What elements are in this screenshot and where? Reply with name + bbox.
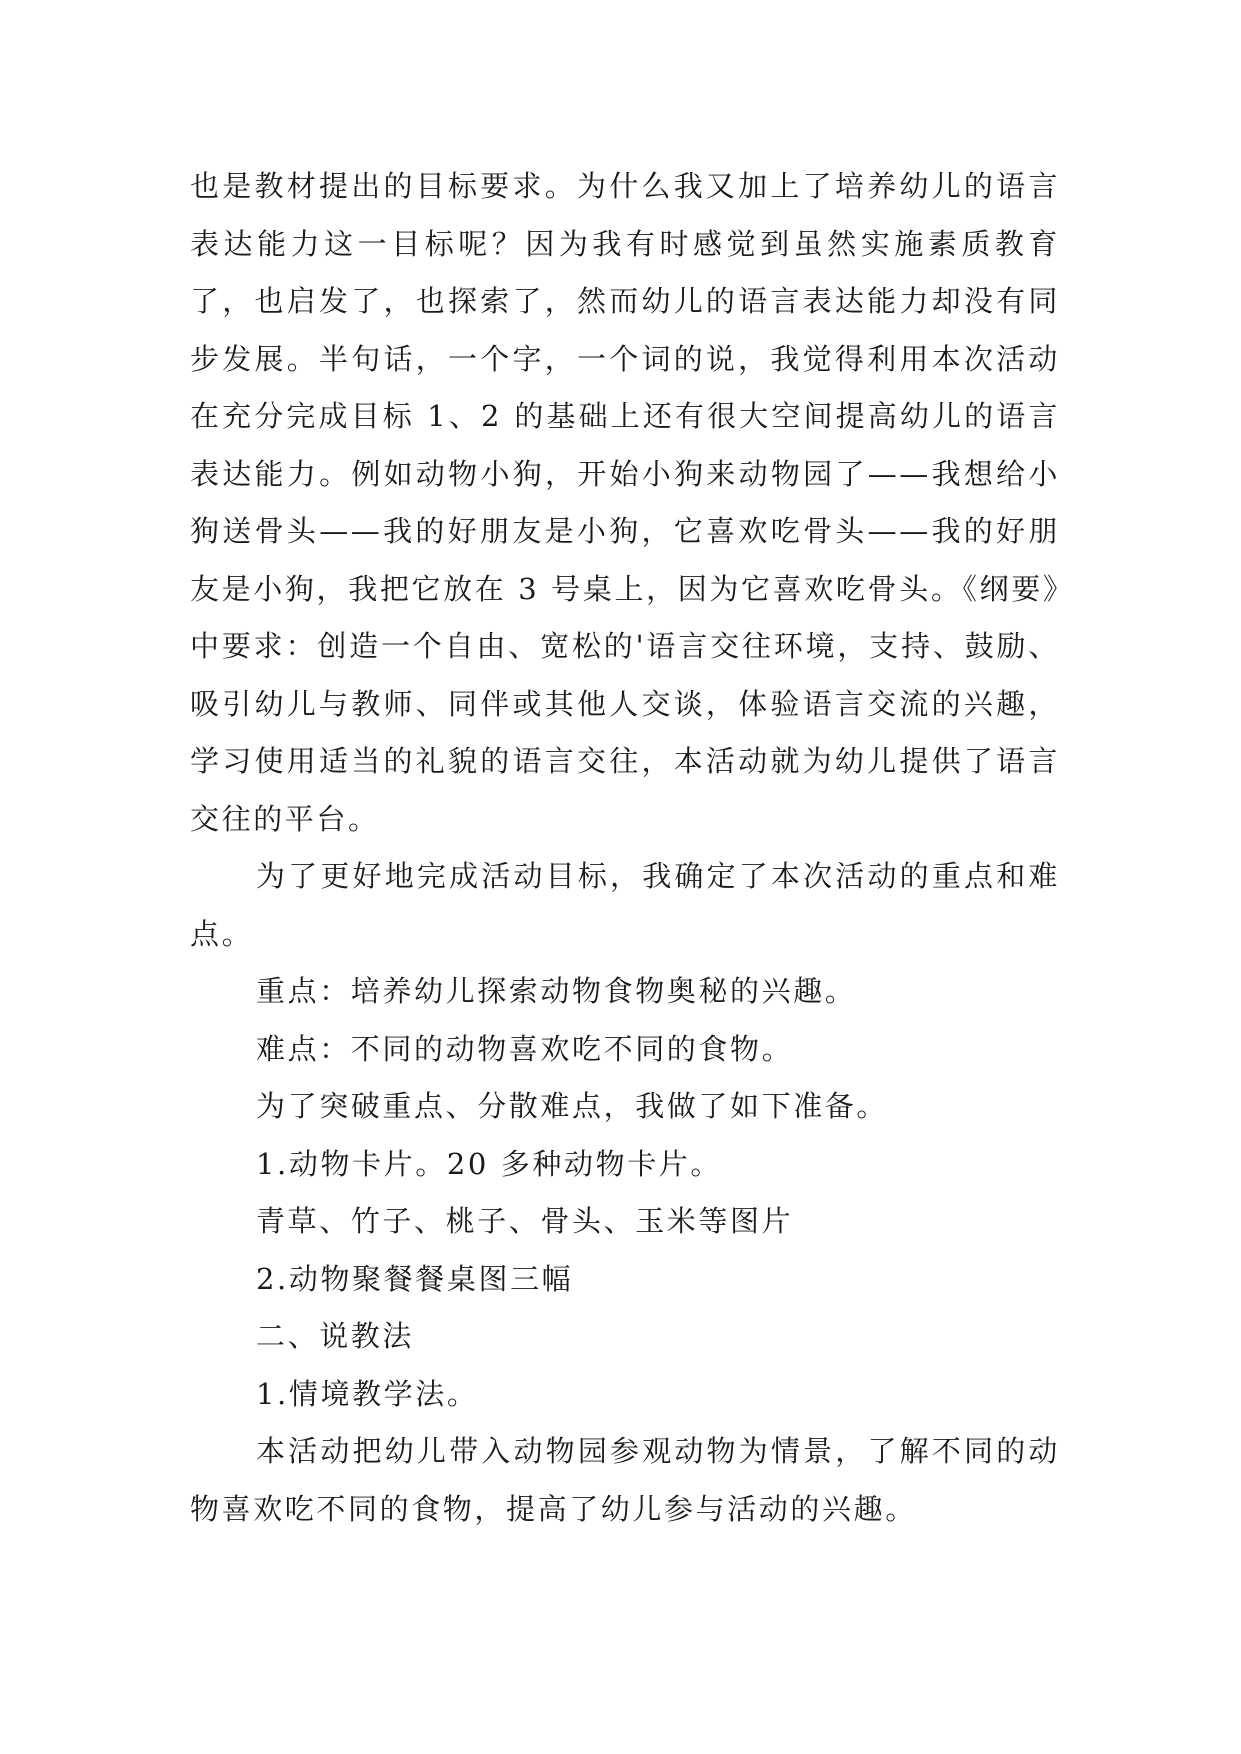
paragraph-preparation-intro: 为了突破重点、分散难点，我做了如下准备。	[256, 1089, 889, 1123]
paragraph-situational-teaching: 本活动把幼儿带入动物园参观动物为情景，了解不同的动物喜欢吃不同的食物，提高了幼儿参与活动的兴趣。	[190, 1434, 1060, 1526]
list-item-food-pictures: 青草、竹子、桃子、骨头、玉米等图片	[256, 1204, 794, 1238]
paragraph-key-point: 重点：培养幼儿探索动物食物奥秘的兴趣。	[256, 974, 857, 1008]
section-heading-teaching-methods: 二、说教法	[256, 1319, 415, 1353]
subheading-situational-teaching: 1.情境教学法。	[256, 1376, 479, 1411]
paragraph-key-points-intro: 为了更好地完成活动目标，我确定了本次活动的重点和难点。	[190, 859, 1060, 951]
document-body	[190, 158, 1060, 1538]
paragraph-goals-language: 也是教材提出的目标要求。为什么我又加上了培养幼儿的语言表达能力这一目标呢？因为我有时感觉到虽然实施素质教育了，也启发了，也探索了，然而幼儿的语言表达能力却没有同步发展。半句话，一个字，一个词的说，我觉得利用本次活动在充分完成目标 1、2 的基础上还有很大空间提高幼儿的语言表达能力。例如动物小狗，开始小狗来动物园了——我想给小狗送骨头——我的好朋友是小狗，它喜欢吃骨头——我的好朋友是小狗，我把它放在 3 号桌上，因为它喜欢吃骨头。《纲要》中要求：创造一个自由、宽松的'语言交往环境，支持、鼓励、吸引幼儿与教师、同伴或其他人交谈，体验语言交流的兴趣，学习使用适当的礼貌的语言交往，本活动就为幼儿提供了语言交往的平台。	[190, 169, 1060, 836]
list-item-animal-cards: 1.动物卡片。20 多种动物卡片。	[256, 1146, 722, 1181]
paragraph-difficulty: 难点：不同的动物喜欢吃不同的食物。	[256, 1031, 794, 1066]
list-item-dining-table-pictures: 2.动物聚餐餐桌图三幅	[256, 1261, 574, 1296]
